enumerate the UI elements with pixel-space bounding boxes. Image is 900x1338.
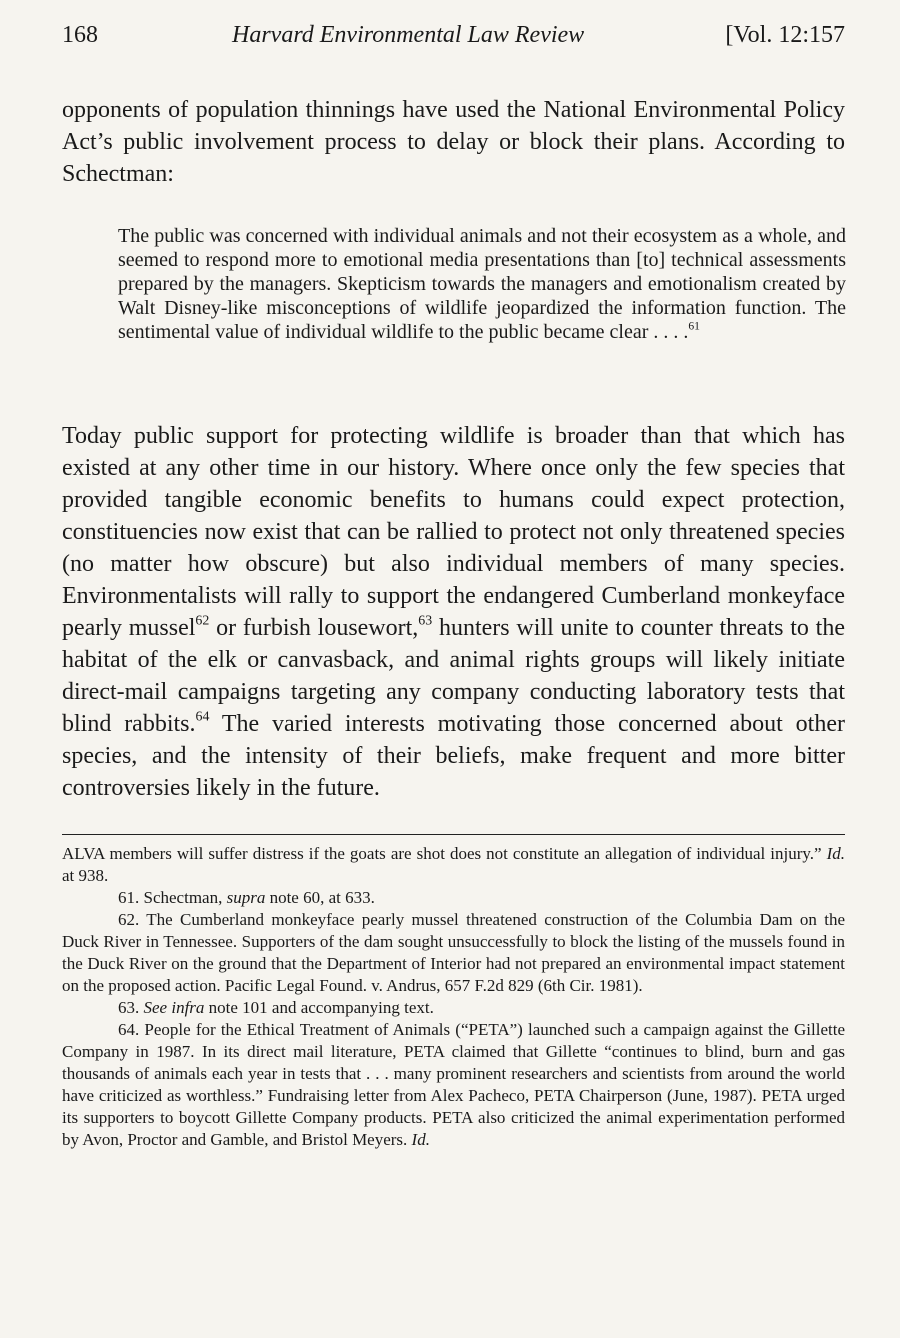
- footnote-64-text: 64. People for the Ethical Treatment of Animals (“PETA”) launched such a campaign against the Gillette Company in 1987. In its direct mail literature, PETA claimed that Gillette “continues to blind, burn and gas thousands of animals each year in tests that . . . many prominent researchers and scientists from around the world have criticized as worthless.” Fundraising letter from Alex Pacheco, PETA Chairperson (June, 1987). PETA urged its supporters to boycott Gillette Company products. PETA also criticized the animal experimentation performed by Avon, Proctor and Gamble, and Bristol Meyers.: [62, 1020, 845, 1149]
- footnote-61-text: 61. Schectman,: [118, 888, 227, 907]
- footnotes: [62, 843, 845, 1151]
- footnote-63-number: 63.: [118, 998, 144, 1017]
- paragraph-main-part-3: hunters will unite to counter threats to the habitat of the elk or canvasback, and animal rights groups will likely initiate direct-mail campaigns targeting any company conducting laboratory tests that blind rabbits.: [62, 615, 845, 737]
- volume-citation: [Vol. 12:157: [725, 22, 845, 48]
- footnote-62: 62. The Cumberland monkeyface pearly mussel threatened construction of the Columbia Dam on the Duck River in Tennessee. Supporters of the dam sought unsuccessfully to block the listing of the mussels found in the Duck River on the ground that the Department of Interior had not prepared an environmental impact statement on the proposed action. Pacific Legal Found. v. Andrus, 657 F.2d 829 (6th Cir. 1981).: [62, 910, 845, 995]
- page-number: 168: [62, 22, 98, 48]
- paragraph-main-part-2: or furbish lousewort,: [209, 615, 419, 641]
- footnote-divider: [62, 834, 845, 835]
- footnote-continued: [62, 843, 845, 887]
- footnote-63-signal: See infra: [143, 998, 205, 1017]
- footnote-63: [62, 997, 845, 1019]
- paragraph-main: [62, 420, 845, 804]
- footnote-continued-text: ALVA members will suffer distress if the goats are shot does not constitute an allegation of individual injury.”: [62, 844, 827, 863]
- footnote-ref-63[interactable]: 63: [418, 613, 433, 629]
- footnote-61-supra: supra: [226, 888, 266, 907]
- journal-title: Harvard Environmental Law Review: [232, 22, 585, 48]
- footnote-64: [62, 1019, 845, 1151]
- footnote-continued-id: Id.: [826, 844, 845, 863]
- paragraph-intro: opponents of population thinnings have used the National Environmental Policy Act’s public involvement process to delay or block their plans. According to Schectman:: [62, 97, 845, 187]
- footnote-ref-62[interactable]: 62: [195, 613, 210, 629]
- footnote-ref-61[interactable]: 61: [688, 319, 700, 333]
- footnote-61-pin: note 60, at 633.: [265, 888, 375, 907]
- running-header: [62, 18, 845, 52]
- footnote-63-text: note 101 and accompanying text.: [204, 998, 434, 1017]
- footnote-ref-64[interactable]: 64: [195, 709, 210, 725]
- footnote-continued-pin: at 938.: [62, 866, 109, 885]
- footnote-61: [62, 887, 845, 909]
- paragraph-main-part-4: The varied interests motivating those concerned about other species, and the intensity of their beliefs, make frequent and more bitter controversies likely in the future.: [62, 711, 845, 801]
- document-page: [62, 18, 845, 1151]
- paragraph-main-part-1: Today public support for protecting wildlife is broader than that which has existed at any other time in our history. Where once only the few species that provided tangible economic benefits to humans could expect protection, constituencies now exist that can be rallied to protect not only threatened species (no matter how obscure) but also individual members of many species. Environmentalists will rally to support the endangered Cumberland monkeyface pearly mussel: [62, 423, 845, 641]
- footnote-64-id: Id.: [411, 1130, 430, 1149]
- block-quote-text: The public was concerned with individual animals and not their ecosystem as a whole, and seemed to respond more to emotional media presentations than [to] technical assessments prepared by the managers. Skepticism towards the managers and emotionalism created by Walt Disney-like misconceptions of wildlife jeopardized the information function. The sentimental value of individual wildlife to the public became clear . . . .: [118, 225, 846, 343]
- block-quote: [118, 224, 846, 344]
